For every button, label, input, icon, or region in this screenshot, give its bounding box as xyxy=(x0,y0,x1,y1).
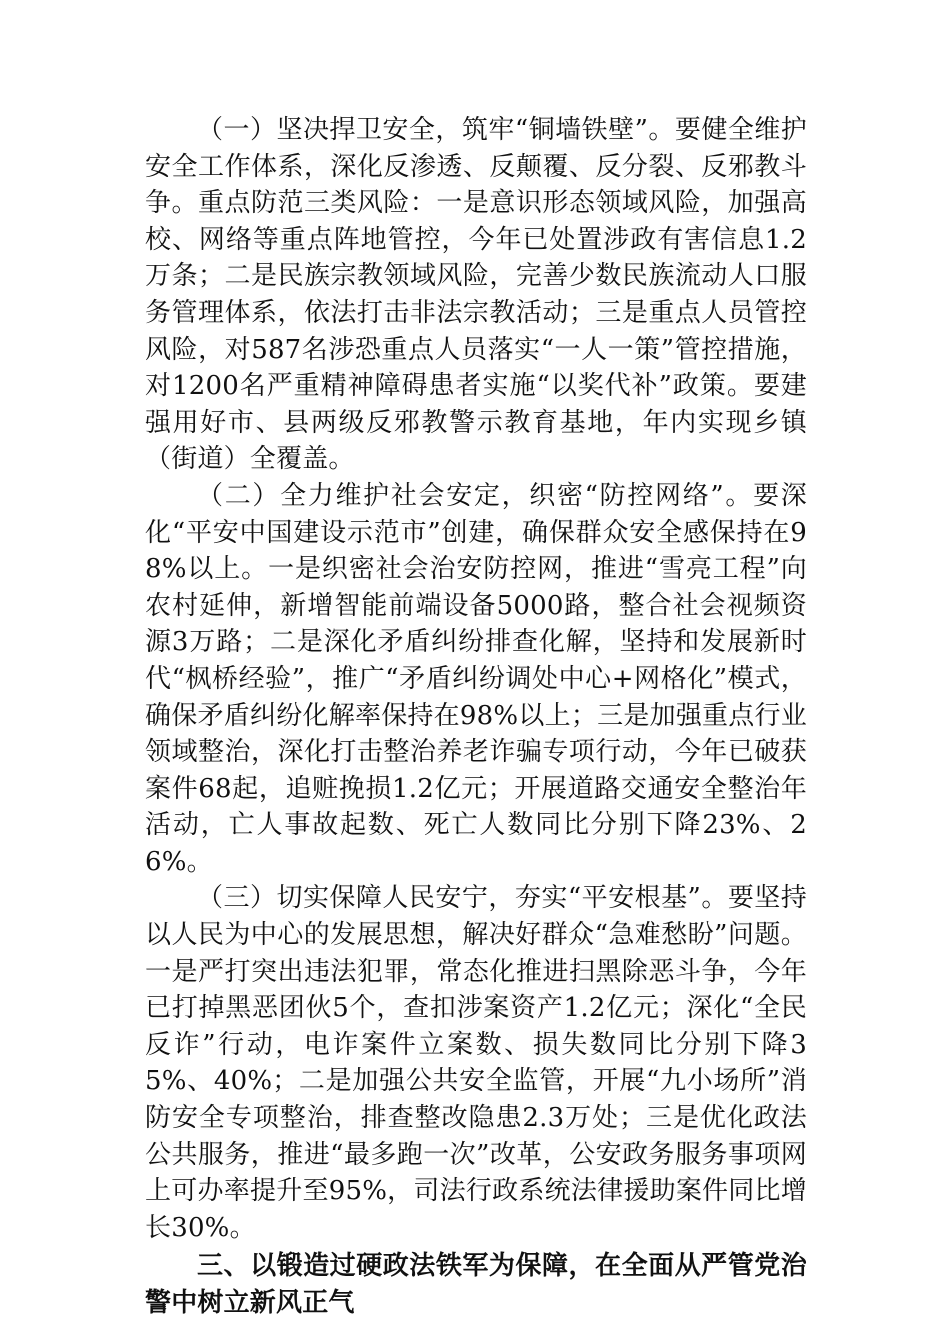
section-heading: 三、以锻造过硬政法铁军为保障，在全面从严管党治警中树立新风正气 xyxy=(145,1251,807,1318)
paragraph-peace: （三）切实保障人民安宁，夯实“平安根基”。要坚持以人民为中心的发展思想，解决好群众“急难愁盼”问题。一是严打突出违法犯罪，常态化推进扫黑除恶斗争，今年已打掉黑恶团伙5个，查扣涉案资产1.2亿元；深化“全民反诈”行动，电诈案件立案数、损失数同比分别下降35%、40%；二是加强公共安全监管，开展“九小场所”消防安全专项整治，排查整改隐患2.3万处；三是优化政法公共服务，推进“最多跑一次”改革，公安政务服务事项网上可办率提升至95%，司法行政系统法律援助案件同比增长30%。 xyxy=(145,883,807,1243)
paragraph-safety: （一）坚决捍卫安全，筑牢“铜墙铁壁”。要健全维护安全工作体系，深化反渗透、反颠覆、反分裂、反邪教斗争。重点防范三类风险：一是意识形态领域风险，加强高校、网络等重点阵地管控，今年已处置涉政有害信息1.2万条；二是民族宗教领域风险，完善少数民族流动人口服务管理体系，依法打击非法宗教活动；三是重点人员管控风险，对587名涉恐重点人员落实“一人一策”管控措施，对1200名严重精神障碍患者实施“以奖代补”政策。要建强用好市、县两级反邪教警示教育基地，年内实现乡镇（街道）全覆盖。 xyxy=(145,115,807,475)
paragraph-stability: （二）全力维护社会安定，织密“防控网络”。要深化“平安中国建设示范市”创建，确保群众安全感保持在98%以上。一是织密社会治安防控网，推进“雪亮工程”向农村延伸，新增智能前端设备5000路，整合社会视频资源3万路；二是深化矛盾纠纷排查化解，坚持和发展新时代“枫桥经验”，推广“矛盾纠纷调处中心+网格化”模式，确保矛盾纠纷化解率保持在98%以上；三是加强重点行业领域整治，深化打击整治养老诈骗专项行动，今年已破获案件68起，追赃挽损1.2亿元；开展道路交通安全整治年活动，亡人事故起数、死亡人数同比分别下降23%、26%。 xyxy=(145,480,807,877)
document-page xyxy=(145,112,807,1322)
